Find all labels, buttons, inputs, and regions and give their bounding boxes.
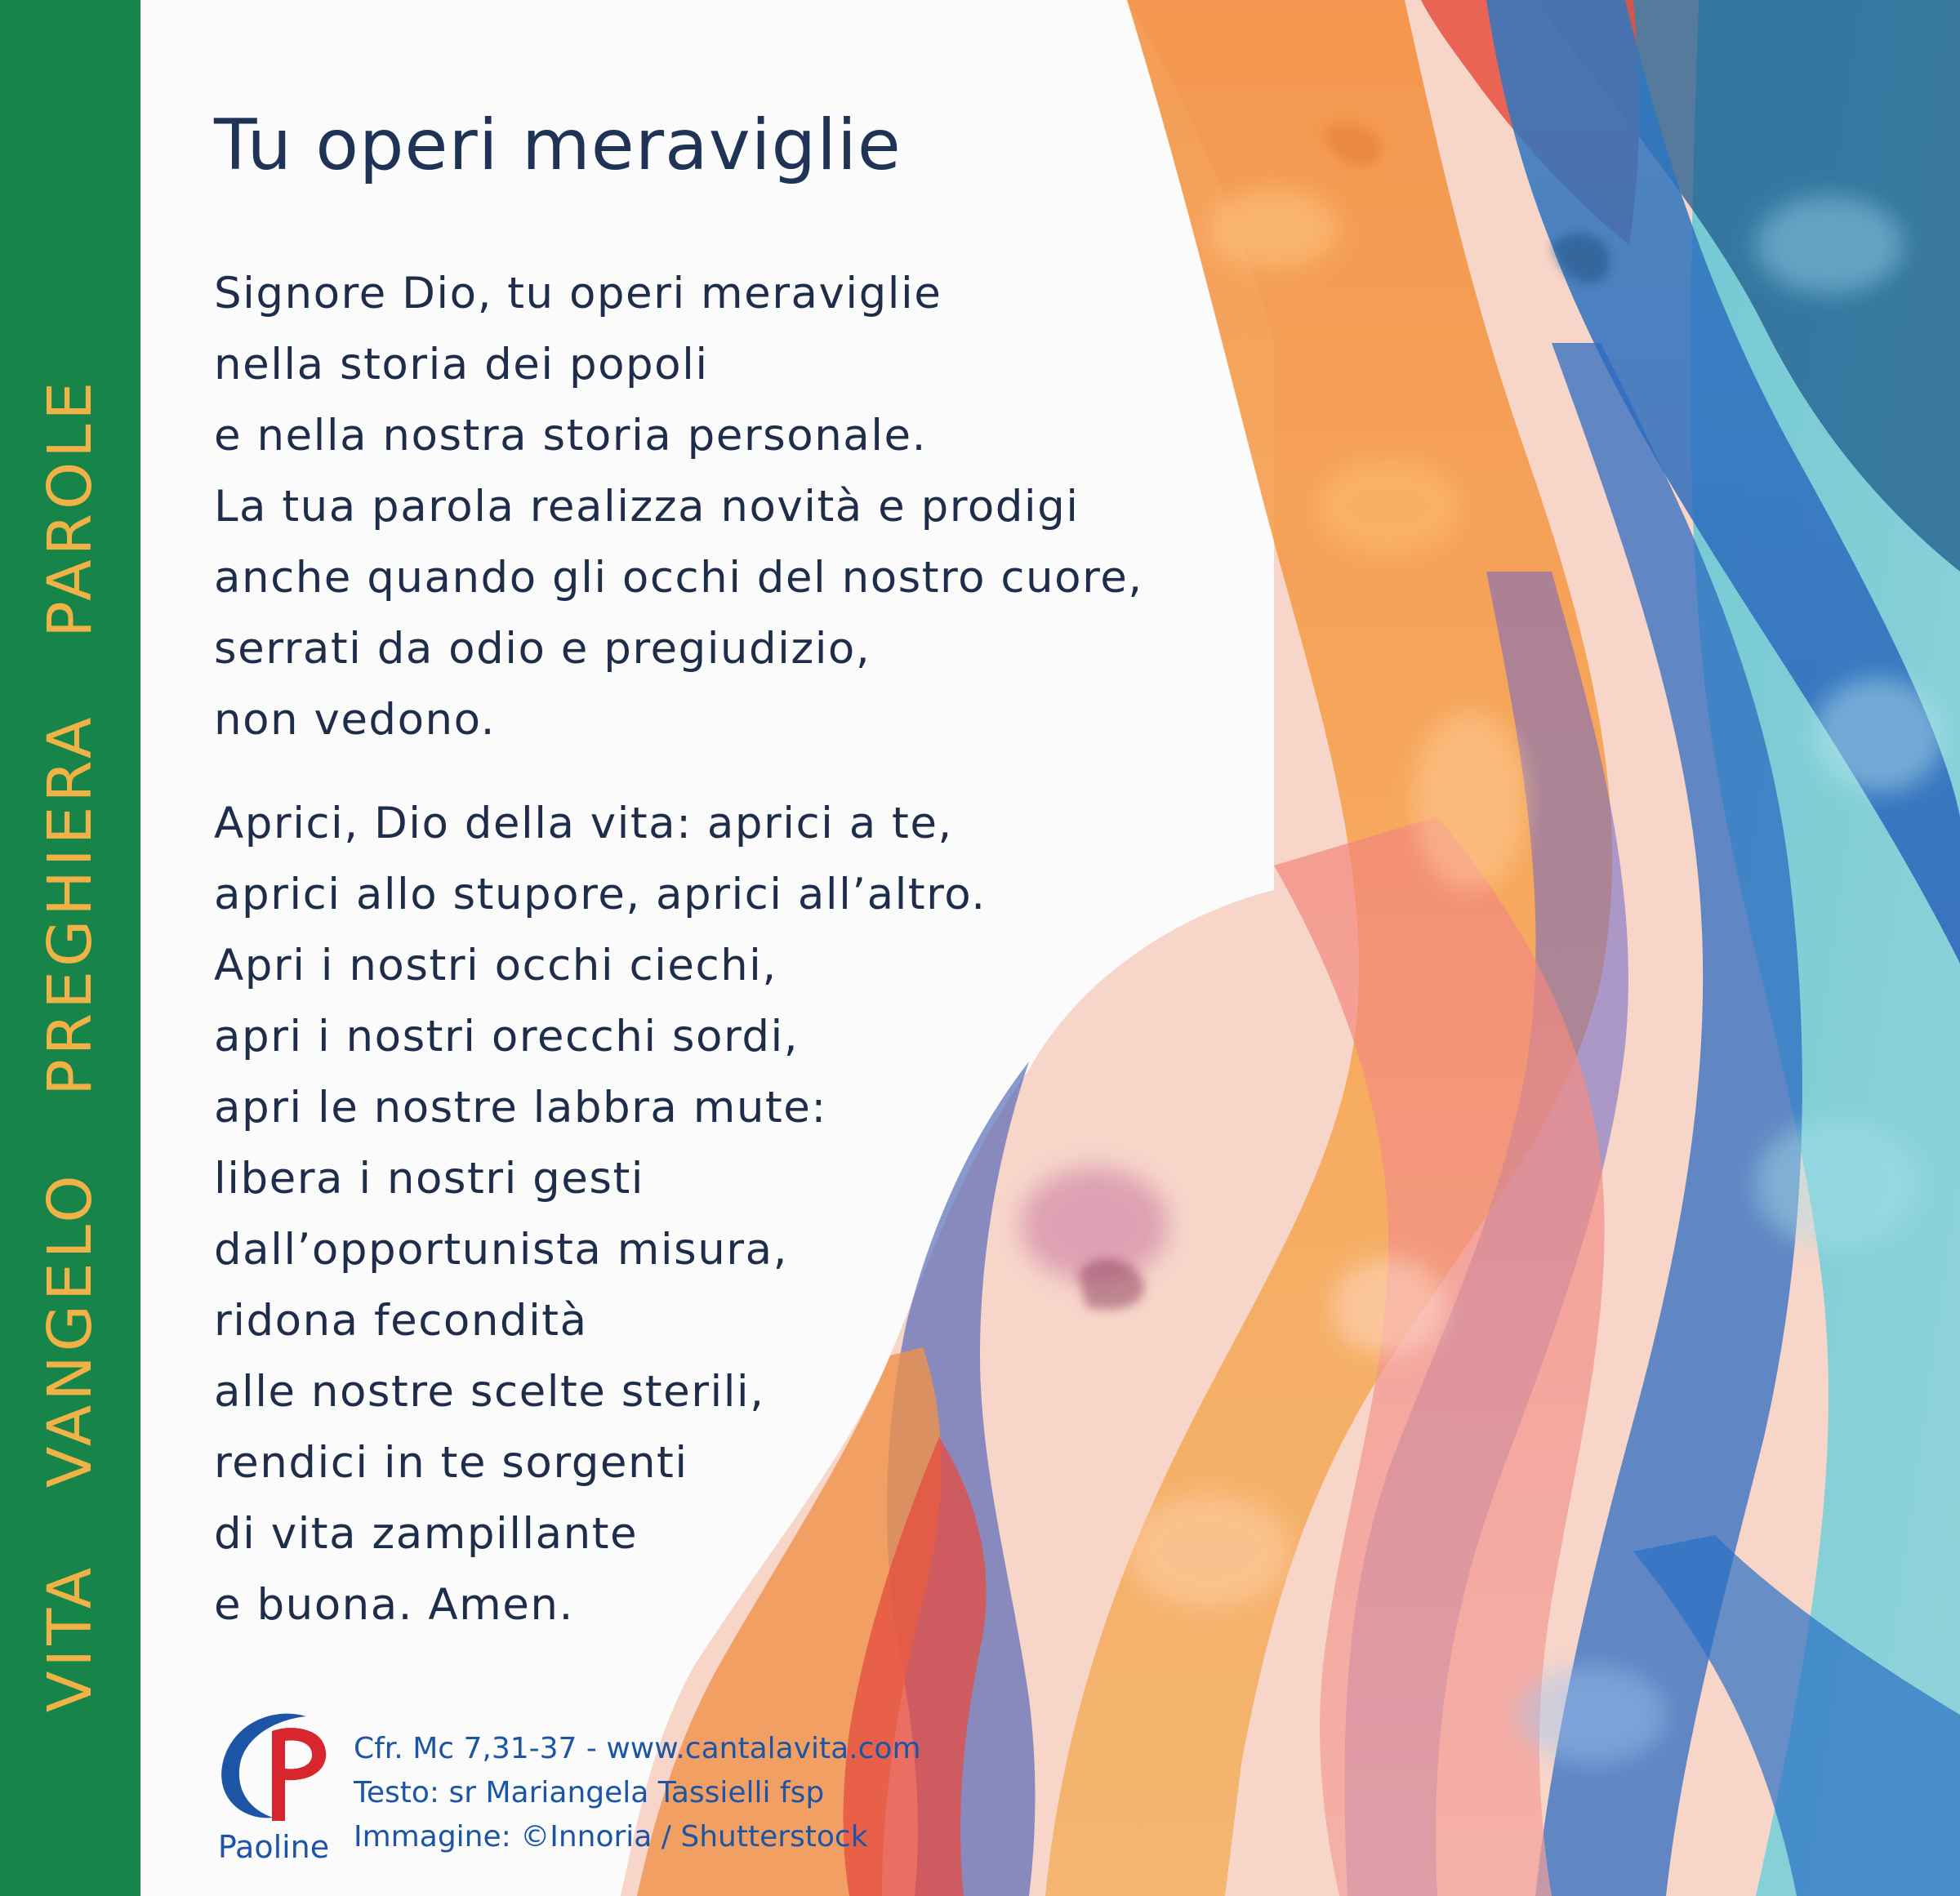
credit-reference: Cfr. Mc 7,31-37 - www.cantalavita.com (354, 1732, 921, 1765)
poem-line: e nella nostra storia personale. (214, 411, 927, 461)
paoline-logo-word: Paoline (217, 1829, 330, 1865)
poem-line: rendici in te sorgenti (214, 1438, 688, 1488)
poem-line: di vita zampillante (214, 1509, 639, 1559)
poem-line: ridona fecondità (214, 1296, 588, 1346)
tagline-word-parole: PAROLE (35, 377, 105, 638)
page-title: Tu operi meraviglie (214, 105, 902, 186)
credit-text-author: Testo: sr Mariangela Tassielli fsp (354, 1776, 825, 1809)
poem-line: Signore Dio, tu operi meraviglie (214, 269, 942, 318)
side-band (0, 0, 140, 1896)
poem-line: serrati da odio e pregiudizio, (214, 624, 871, 674)
poem-line: dall’opportunista misura, (214, 1225, 788, 1275)
poem-line: Apri i nostri occhi ciechi, (214, 941, 777, 990)
poem-line: apri le nostre labbra mute: (214, 1083, 827, 1133)
credits (354, 1727, 921, 1859)
tagline-word-preghiera: PREGHIERA (35, 713, 105, 1096)
tagline-word-vita: VITA (35, 1563, 105, 1713)
poem-line: libera i nostri gesti (214, 1154, 645, 1204)
poem-line: La tua parola realizza novità e prodigi (214, 482, 1080, 532)
poem-line: anche quando gli occhi del nostro cuore, (214, 553, 1143, 603)
poem-line: apri i nostri orecchi sordi, (214, 1012, 800, 1061)
side-band-tagline (35, 352, 105, 1739)
poem-line: aprici allo stupore, aprici all’altro. (214, 870, 987, 919)
poem-line: nella storia dei popoli (214, 340, 709, 389)
credit-image: Immagine: ©Innoria / Shutterstock (354, 1820, 868, 1854)
poem-line: alle nostre scelte sterili, (214, 1367, 765, 1417)
poem-line: non vedono. (214, 695, 496, 745)
poem-stanza-1 (214, 258, 1143, 755)
paoline-logo-mark-icon (208, 1698, 339, 1829)
paoline-logo (208, 1698, 339, 1874)
poem-line: e buona. Amen. (214, 1580, 574, 1630)
tagline-word-vangelo: VANGELO (35, 1171, 105, 1489)
poem-line: Aprici, Dio della vita: aprici a te, (214, 799, 953, 848)
poem-stanza-2 (214, 788, 987, 1640)
